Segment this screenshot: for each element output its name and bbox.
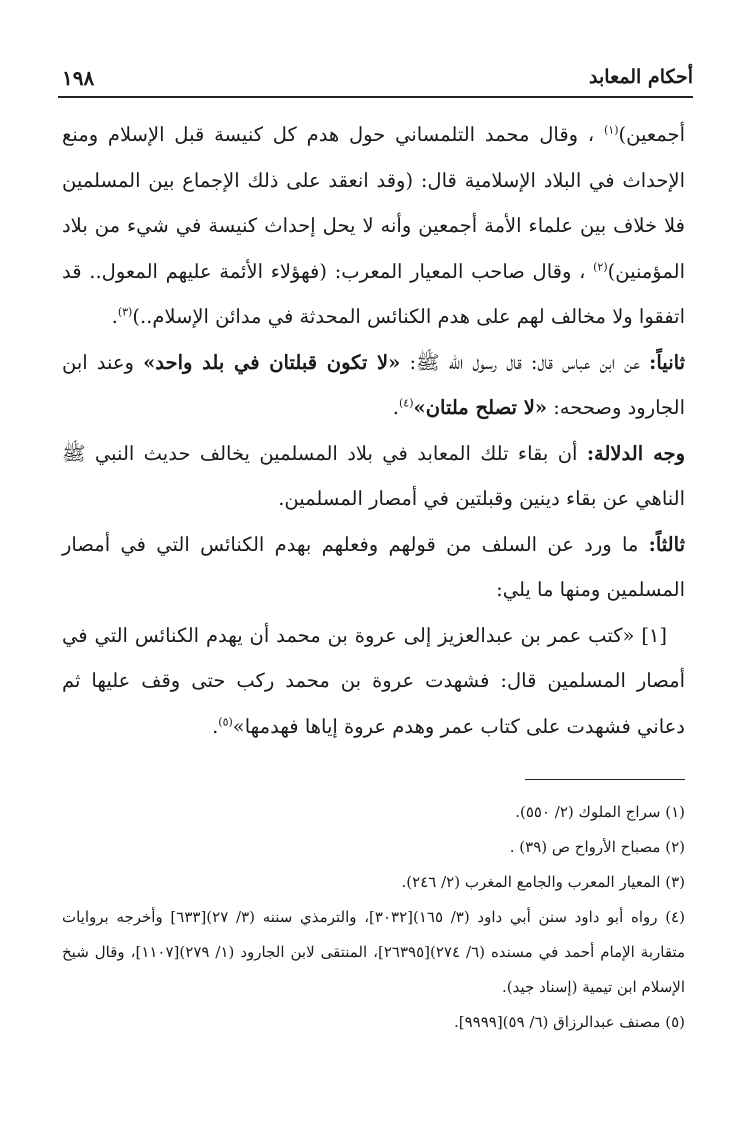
hadith-quote-2: «لا تصلح ملتان»: [413, 396, 548, 419]
p5-end: .: [212, 714, 219, 738]
p4-text: ما ورد عن السلف من قولهم وفعلهم بهدم الكنائس التي في أمصار المسلمين ومنها ما يلي:: [62, 532, 685, 601]
p3-text: أن بقاء تلك المعابد في بلاد المسلمين يخالف حديث النبي ﷺ الناهي عن بقاء دينين وقبلتين في أمصار المسلمين.: [62, 441, 685, 510]
p5-text: «كتب عمر بن عبدالعزيز إلى عروة بن محمد أن يهدم الكنائس التي في أمصار المسلمين قال: فشهدت عروة بن محمد ركب حتى وقف عليها ثم دعاني فشهدت على كتاب عمر وهدم عروة إياها فهدمها»: [62, 623, 685, 738]
running-title: أحكام المعابد: [589, 66, 693, 88]
footnote-ref-4[interactable]: (٤): [398, 396, 414, 410]
section-label-third: ثالثاً:: [648, 532, 685, 556]
footnote-2: (٢) مصباح الأرواح ص (٣٩) .: [509, 838, 685, 856]
p1-text-d: .: [111, 305, 118, 328]
footnote-ref-1[interactable]: (١): [604, 123, 619, 137]
item-number: [١]: [641, 623, 668, 647]
footnote-divider: [525, 779, 685, 780]
section-label-evidence: وجه الدلالة:: [586, 441, 686, 465]
p1-text-a: أجمعين): [618, 123, 686, 146]
p2-text-b: وعند ابن الجارود وصححه:: [62, 350, 685, 419]
footnote-4: (٤) رواه أبو داود سنن أبي داود (٣/ ١٦٥)[٣٠٣٢]، والترمذي سننه (٣/ ٢٧)[٦٣٣] وأخرجه بروايات متقاربة الإمام أحمد في مسنده (٦/ ٢٧٤)[٢٦٣٩٥]، المنتقى لابن الجارود (١/ ٢٧٩)[١١٠٧]، وقال شيخ الإسلام ابن تيمية (إسناد جيد).: [62, 908, 685, 996]
footnote-ref-2[interactable]: (٢): [593, 260, 608, 273]
footnote-ref-5[interactable]: (٥): [218, 715, 233, 728]
page-number: ١٩٨: [62, 66, 95, 90]
section-label-second: ثانياً:: [649, 350, 685, 374]
hadith-quote-1: «لا تكون قبلتان في بلد واحد»: [143, 350, 401, 374]
main-text: [62, 112, 685, 749]
footnotes: [62, 795, 685, 1040]
paragraph-4: [62, 522, 685, 613]
paragraph-1: [62, 112, 685, 340]
paragraph-3: [62, 431, 685, 522]
p2-text-c: .: [392, 396, 399, 419]
paragraph-5: [62, 613, 685, 750]
footnote-3: (٣) المعيار المعرب والجامع المغرب (٢/ ٢٤٦).: [401, 873, 685, 891]
footnote-ref-3[interactable]: (٣): [117, 305, 133, 319]
page-header: [58, 62, 693, 98]
p2-text-a: عن ابن عباس قال: قال رسول الله ﷺ:: [409, 350, 641, 374]
p1-text-b: ، وقال محمد التلمساني حول هدم كل كنيسة قبل الإسلام ومنع الإحداث في البلاد الإسلامية قال: (وقد انعقد على ذلك الإجماع بين المسلمين فلا خلاف بين علماء الأمة أجمعين وأنه لا يحل إحداث كنيسة في شيء من بلاد المؤمنين): [62, 123, 685, 283]
footnote-1: (١) سراج الملوك (٢/ ٥٥٠).: [515, 803, 685, 821]
footnote-5: (٥) مصنف عبدالرزاق (٦/ ٥٩)[٩٩٩٩].: [453, 1013, 685, 1031]
paragraph-2: [62, 340, 685, 431]
p1-text-c: ، وقال صاحب المعيار المعرب: (فهؤلاء الأئمة عليهم المعول.. قد اتفقوا ولا مخالف لهم على هدم الكنائس المحدثة في مدائن الإسلام..): [62, 259, 685, 328]
